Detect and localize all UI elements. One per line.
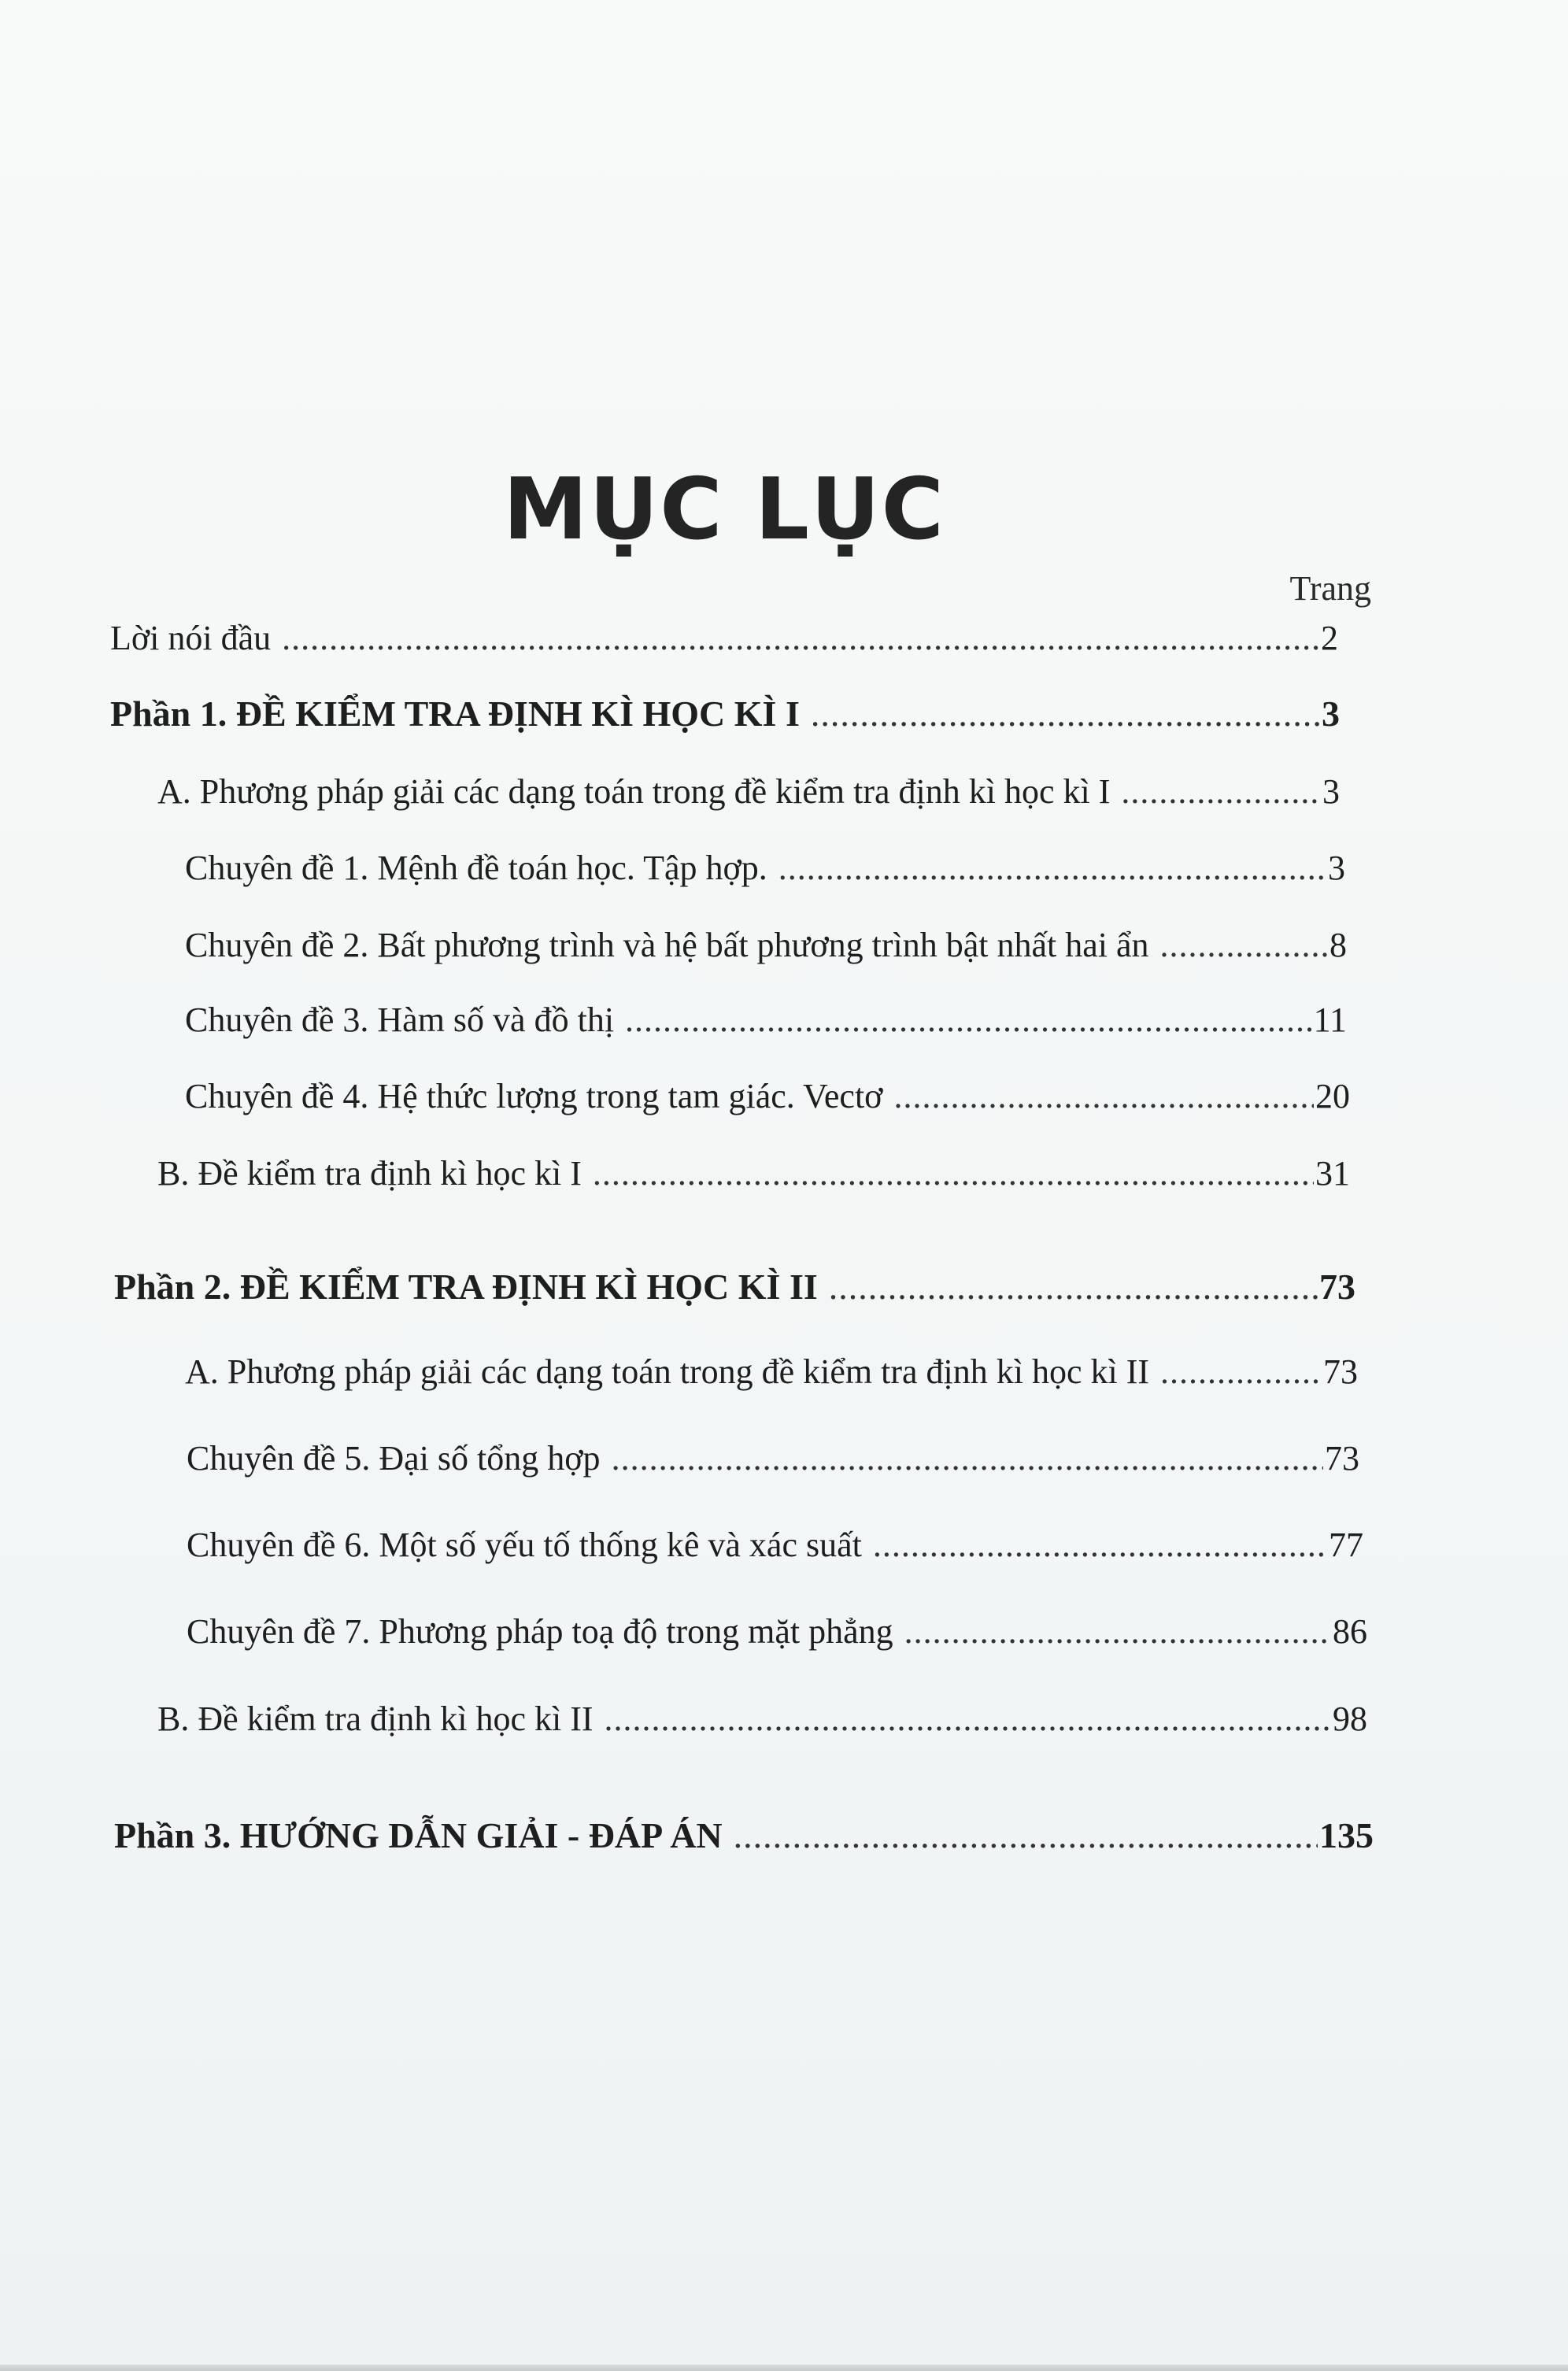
toc-part-1[interactable] [110,693,1340,734]
toc-entry-page: 3 [1328,849,1345,887]
toc-entry-page: 86 [1333,1612,1367,1651]
toc-entry-label: Phần 3. HƯỚNG DẪN GIẢI - ĐÁP ÁN [114,1815,723,1855]
toc-section-1a[interactable] [157,771,1340,812]
toc-entry-label: Chuyên đề 5. Đại số tổng hợp [187,1439,601,1478]
toc-entry-label: Chuyên đề 3. Hàm số và đồ thị [185,1001,615,1039]
toc-entry-page: 135 [1319,1815,1374,1855]
toc-entry-page: 20 [1315,1077,1350,1115]
dot-leader [1121,771,1321,812]
dot-leader [829,1266,1318,1308]
toc-section-1b[interactable] [157,1153,1350,1193]
toc-entry-label: Chuyên đề 4. Hệ thức lượng trong tam giác. Vectơ [185,1077,883,1115]
toc-entry-label: B. Đề kiểm tra định kì học kì II [157,1700,594,1738]
toc-entry-page: 2 [1321,619,1338,657]
dot-leader [734,1814,1318,1856]
dot-leader [873,1525,1327,1565]
toc-entry-foreword[interactable] [110,618,1338,658]
toc-entry-label: Phần 2. ĐỀ KIỂM TRA ĐỊNH KÌ HỌC KÌ II [114,1267,818,1307]
toc-entry-page: 73 [1323,1352,1358,1391]
page-title: MỤC LỤC [503,461,945,559]
toc-topic-3[interactable] [185,1000,1347,1040]
toc-entry-label: A. Phương pháp giải các dạng toán trong đề kiểm tra định kì học kì II [185,1352,1150,1391]
toc-entry-page: 8 [1329,926,1347,964]
toc-entry-page: 11 [1313,1001,1347,1039]
page-column-label: Trang [1289,569,1371,608]
dot-leader [593,1153,1314,1193]
dot-leader [1160,925,1328,965]
toc-entry-page: 73 [1325,1439,1359,1478]
dot-leader [612,1438,1323,1478]
toc-entry-label: Chuyên đề 2. Bất phương trình và hệ bất phương trình bật nhất hai ẩn [185,926,1149,964]
toc-part-3[interactable] [114,1814,1374,1856]
toc-topic-2[interactable] [185,925,1347,965]
toc-entry-page: 73 [1319,1267,1355,1307]
toc-topic-5[interactable] [187,1438,1359,1478]
toc-entry-page: 3 [1322,694,1340,734]
toc-part-2[interactable] [114,1266,1355,1308]
toc-entry-label: Chuyên đề 7. Phương pháp toạ độ trong mặt phẳng [187,1612,893,1651]
dot-leader [893,1076,1314,1116]
dot-leader [811,693,1320,734]
dot-leader [1160,1352,1322,1392]
dot-leader [605,1699,1331,1739]
toc-topic-4[interactable] [185,1076,1350,1116]
toc-entry-page: 31 [1315,1154,1350,1193]
toc-topic-7[interactable] [187,1611,1367,1652]
toc-entry-label: Chuyên đề 6. Một số yếu tố thống kê và xác suất [187,1526,862,1564]
toc-entry-label: A. Phương pháp giải các dạng toán trong đề kiểm tra định kì học kì I [157,772,1111,811]
toc-entry-label: Lời nói đầu [110,619,272,657]
toc-entry-label: Chuyên đề 1. Mệnh đề toán học. Tập hợp. [185,849,767,887]
toc-section-2a[interactable] [185,1352,1358,1392]
toc-section-2b[interactable] [157,1699,1367,1739]
toc-entry-label: B. Đề kiểm tra định kì học kì I [157,1154,582,1193]
dot-leader [778,848,1326,888]
toc-topic-1[interactable] [185,848,1345,888]
page-bottom-edge [0,2365,1568,2371]
dot-leader [282,618,1319,658]
toc-entry-page: 3 [1322,772,1340,811]
dot-leader [625,1000,1312,1040]
toc-entry-label: Phần 1. ĐỀ KIỂM TRA ĐỊNH KÌ HỌC KÌ I [110,694,800,734]
toc-entry-page: 77 [1329,1526,1363,1564]
dot-leader [904,1611,1331,1652]
toc-entry-page: 98 [1333,1700,1367,1738]
toc-topic-6[interactable] [187,1525,1363,1565]
